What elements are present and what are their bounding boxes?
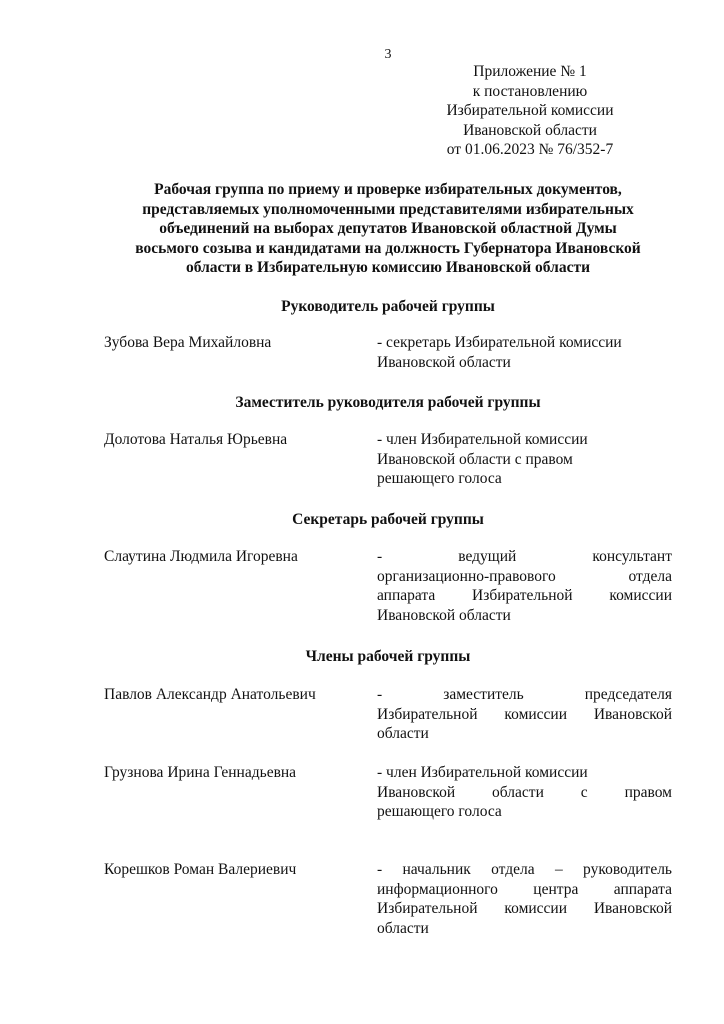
person-role <box>377 860 672 938</box>
person-role <box>377 763 672 822</box>
person-role <box>377 430 672 489</box>
role-line: - член Избирательной комиссии <box>377 764 588 781</box>
appendix-block <box>420 62 640 160</box>
role-line: Ивановской области с правом <box>377 783 672 801</box>
appendix-line: Избирательной комиссии <box>446 102 614 119</box>
role-line: организационно-правового отдела <box>377 567 672 585</box>
title-line: Рабочая группа по приему и проверке избирательных документов, <box>154 181 622 198</box>
role-line: области <box>377 919 429 937</box>
title-line: области в Избирательную комиссию Ивановской области <box>185 259 591 276</box>
role-line: - член Избирательной комиссии <box>377 431 588 448</box>
appendix-line: к постановлению <box>472 82 588 100</box>
section-heading-members: Члены рабочей группы <box>305 648 471 665</box>
appendix-line: Приложение № 1 <box>473 63 587 80</box>
role-line: Избирательной комиссии Ивановской <box>377 900 672 917</box>
person-role <box>377 685 672 744</box>
person-role <box>377 333 672 372</box>
role-line: Ивановской области <box>377 353 511 371</box>
role-line: решающего голоса <box>377 470 502 487</box>
person-name: Грузнова Ирина Геннадьевна <box>104 764 297 781</box>
title-line: объединений на выборах депутатов Ивановской областной Думы <box>159 220 617 237</box>
role-line: Избирательной комиссии Ивановской <box>377 705 672 723</box>
page-number: 3 <box>384 47 392 62</box>
title-line: представляемых уполномоченными представителями избирательных <box>142 200 634 218</box>
person-name: Слаутина Людмила Игоревна <box>104 548 298 565</box>
role-line: - заместитель председателя <box>377 686 672 703</box>
person-role <box>377 547 672 625</box>
role-line: - начальник отдела – руководитель <box>377 861 672 878</box>
role-line: области <box>377 725 429 742</box>
role-line: - ведущий консультант <box>377 548 672 565</box>
appendix-line: Ивановской области <box>463 121 597 139</box>
person-name: Павлов Александр Анатольевич <box>104 686 316 703</box>
document-title <box>100 180 676 278</box>
role-line: Ивановской области <box>377 606 511 624</box>
section-heading-head: Руководитель рабочей группы <box>281 298 495 315</box>
person-name: Долотова Наталья Юрьевна <box>104 431 288 448</box>
person-name: Зубова Вера Михайловна <box>104 334 272 351</box>
section-heading-secretary: Секретарь рабочей группы <box>292 511 484 528</box>
role-line: Ивановской области с правом <box>377 450 573 468</box>
role-line: аппарата Избирательной комиссии <box>377 587 672 604</box>
section-heading-deputy: Заместитель руководителя рабочей группы <box>235 394 541 411</box>
role-line: - секретарь Избирательной комиссии <box>377 334 622 351</box>
role-line: информационного центра аппарата <box>377 880 672 898</box>
appendix-line: от 01.06.2023 № 76/352-7 <box>446 141 614 158</box>
person-name: Корешков Роман Валериевич <box>104 861 297 878</box>
title-line: восьмого созыва и кандидатами на должность Губернатора Ивановской <box>135 239 641 257</box>
role-line: решающего голоса <box>377 803 502 820</box>
